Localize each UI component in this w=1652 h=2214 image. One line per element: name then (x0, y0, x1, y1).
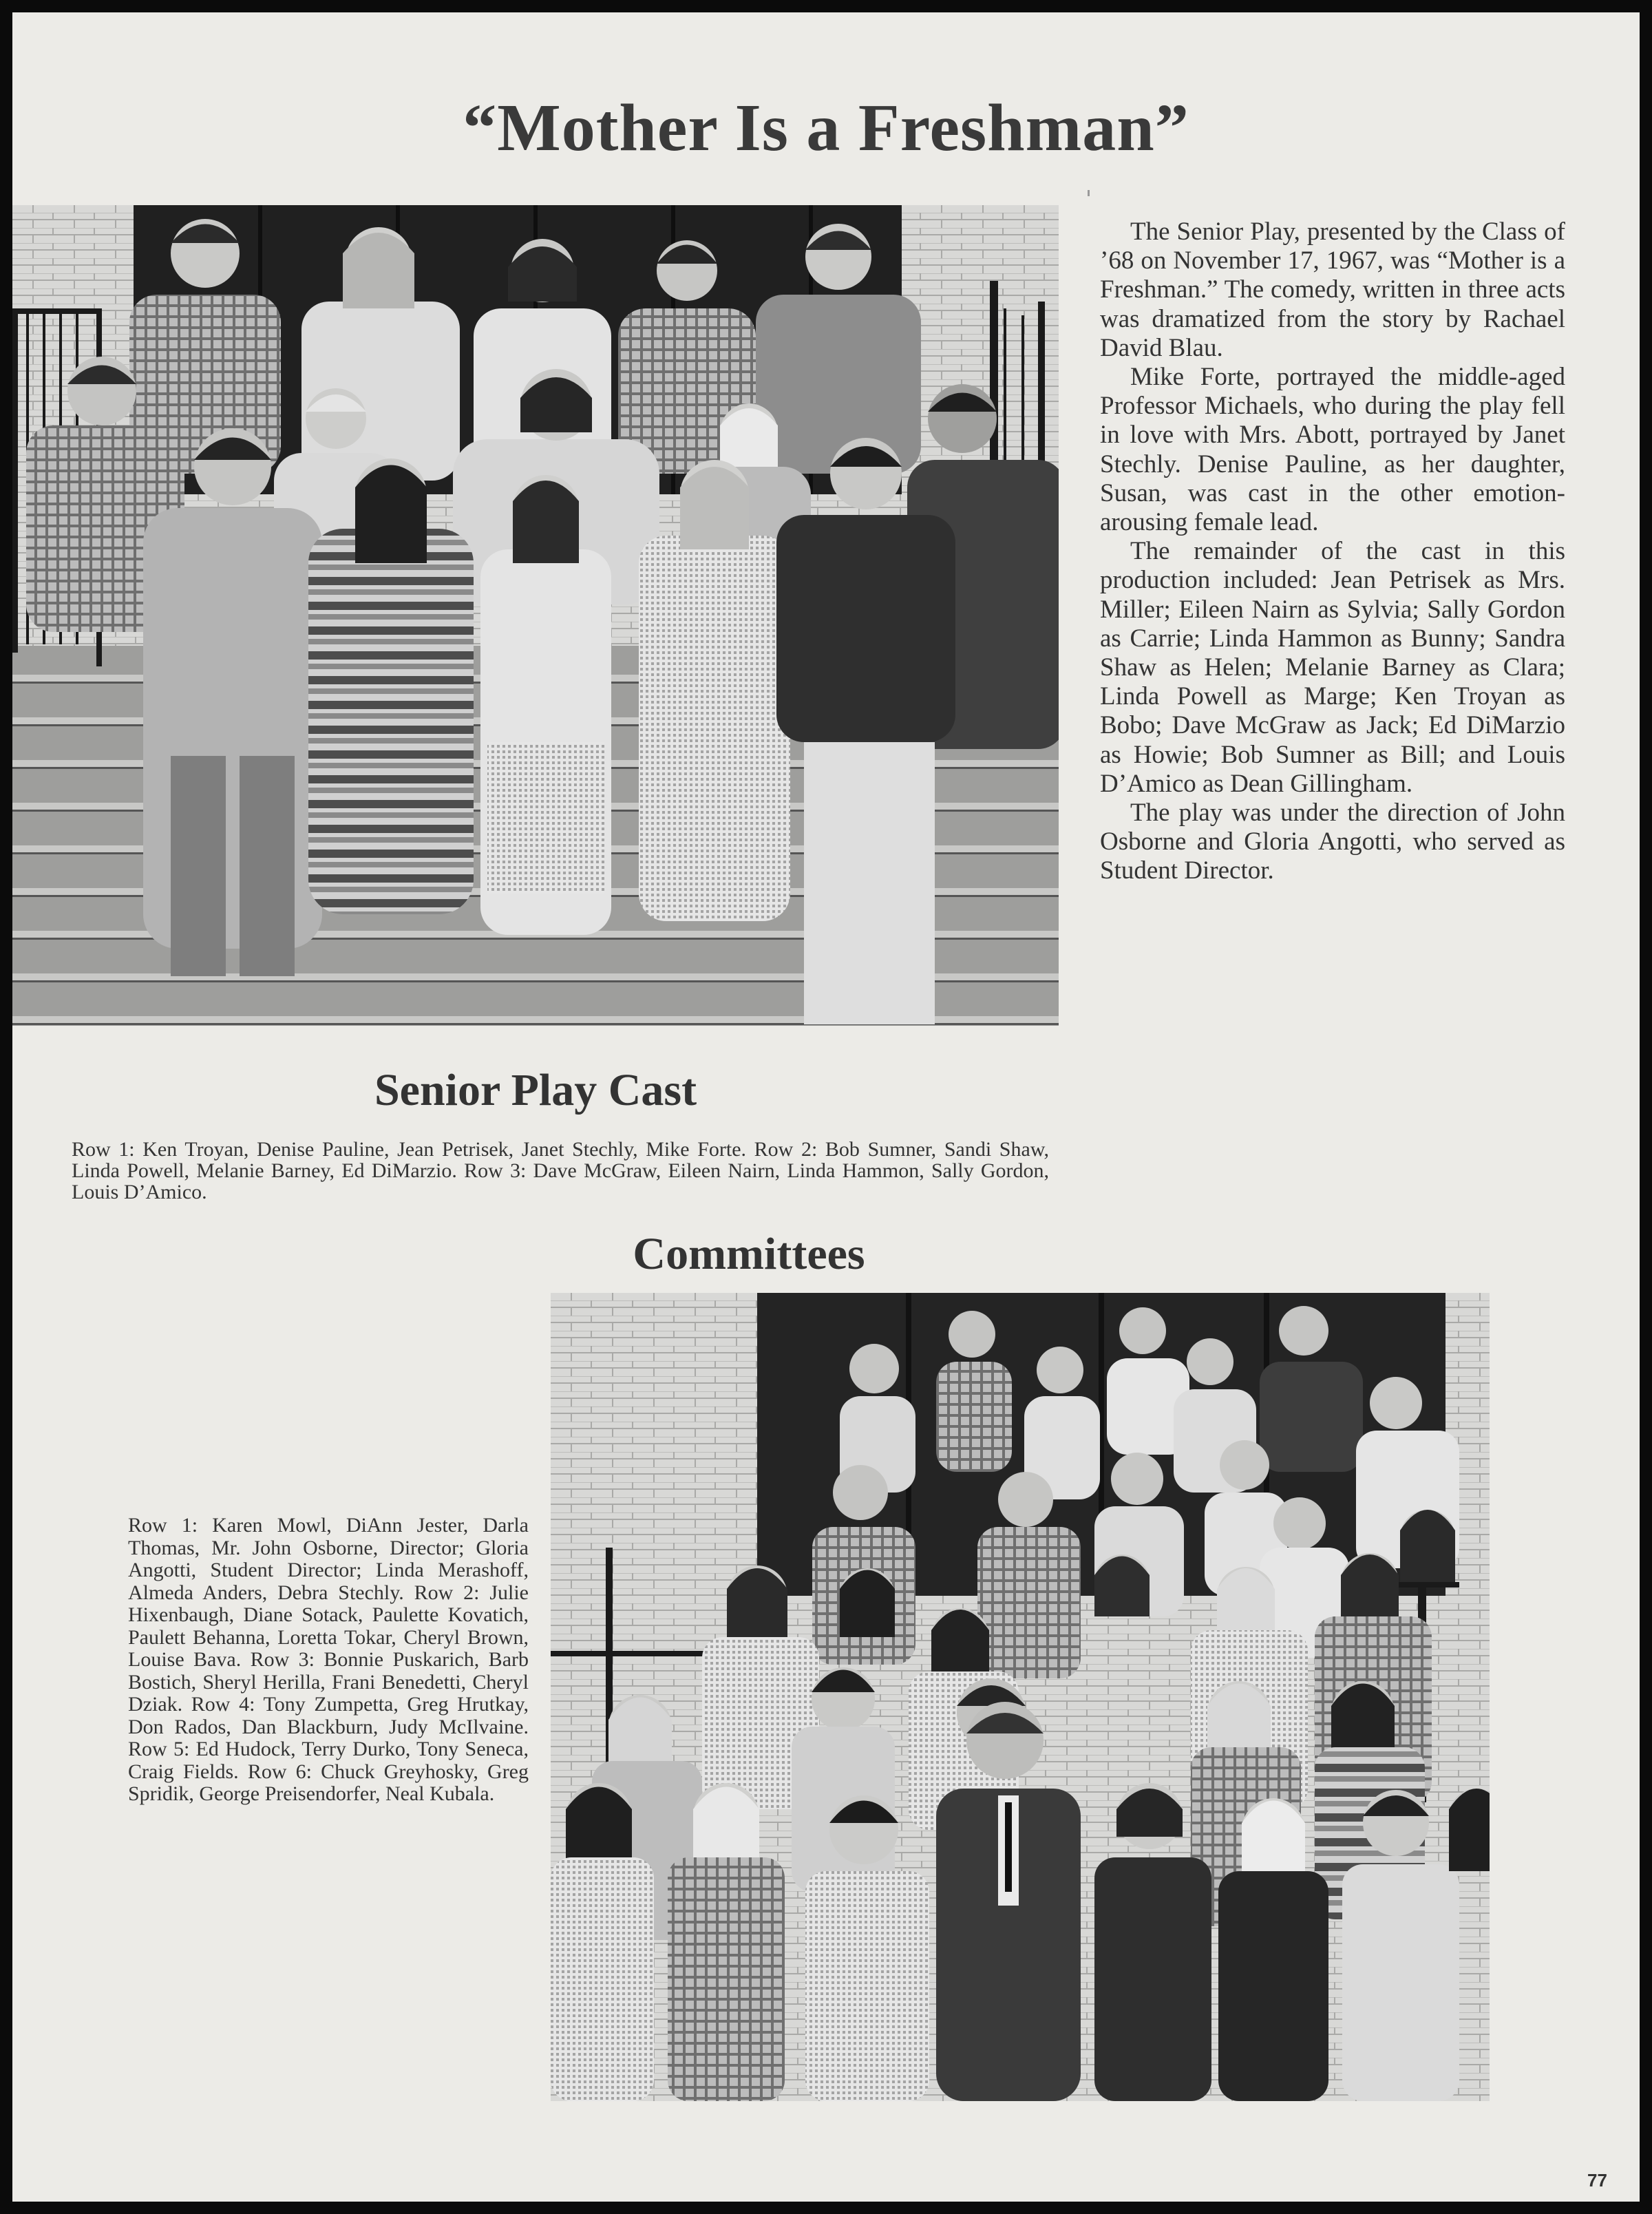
page-number: 77 (1587, 2170, 1607, 2191)
article-paragraph: The Senior Play, presented by the Class of ’68 on November 17, 1967, was “Mother is a Freshman.” The comedy, written in three acts was dramatized from the story by Rachael David Blau. (1100, 218, 1565, 362)
committees-photo (551, 1293, 1490, 2101)
yearbook-page (12, 12, 1640, 2202)
committees-heading: Committees (633, 1229, 865, 1279)
article-paragraph: Mike Forte, portrayed the middle-aged Professor Michaels, who during the play fell in love with Mrs. Abott, portrayed by Janet Stechly. Denise Pauline, as her daughter, Susan, was cast in the other emotion-arousing female lead. (1100, 363, 1565, 537)
article-text (1100, 218, 1565, 886)
senior-play-cast-caption: Row 1: Ken Troyan, Denise Pauline, Jean Petrisek, Janet Stechly, Mike Forte. Row 2: Bob Sumner, Sandi Shaw, Linda Powell, Melanie Barney, Ed DiMarzio. Row 3: Dave McGraw, Eileen Nairn, Linda Hammon, Sally Gordon, Louis D’Amico. (72, 1138, 1049, 1203)
article-paragraph: The play was under the direction of John Osborne and Gloria Angotti, who served as Student Director. (1100, 799, 1565, 885)
pencil-mark (1088, 190, 1090, 196)
page-title: “Mother Is a Freshman” (463, 91, 1189, 165)
senior-play-cast-photo (12, 205, 1059, 1026)
committees-caption: Row 1: Karen Mowl, DiAnn Jester, Darla Thomas, Mr. John Osborne, Director; Gloria Angotti, Student Director; Linda Merashoff, Almeda Anders, Debra Stechly. Row 2: Julie Hixenbaugh, Diane Sotack, Paulette Kovatich, Paulett Behanna, Loretta Tokar, Cheryl Brown, Louise Bava. Row 3: Bonnie Puskarich, Barb Bostich, Sheryl Herilla, Frani Benedetti, Cheryl Dziak. Row 4: Tony Zumpetta, Greg Hrutkay, Don Rados, Dan Blackburn, Judy McIlvaine. Row 5: Ed Hudock, Terry Durko, Tony Seneca, Craig Fields. Row 6: Chuck Greyhosky, Greg Spridik, George Preisendorfer, Neal Kubala. (128, 1514, 529, 1805)
senior-play-cast-heading: Senior Play Cast (374, 1065, 697, 1115)
article-paragraph: The remainder of the cast in this production included: Jean Petrisek as Mrs. Miller; Eileen Nairn as Sylvia; Sally Gordon as Carrie; Linda Hammon as Bunny; Sandra Shaw as Helen; Melanie Barney as Clara; Linda Powell as Marge; Ken Troyan as Bobo; Dave McGraw as Jack; Ed DiMarzio as Howie; Bob Sumner as Bill; and Louis D’Amico as Dean Gillingham. (1100, 537, 1565, 798)
